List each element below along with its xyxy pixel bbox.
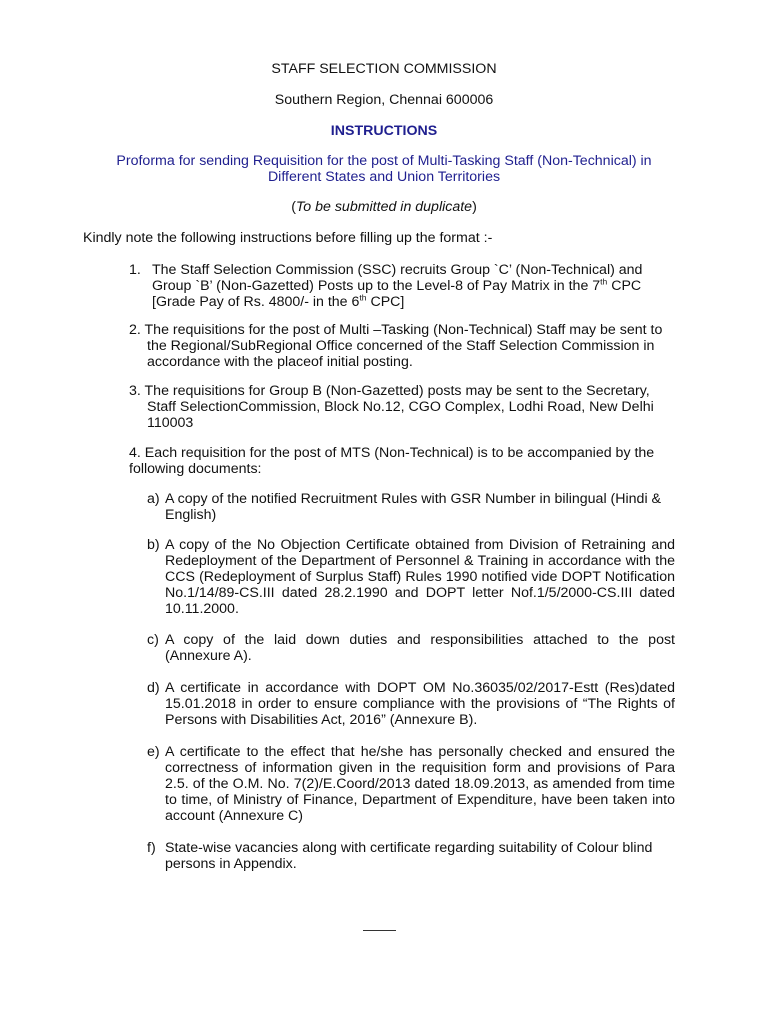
duplicate-note [0,199,768,215]
note-open: ( [291,199,296,215]
item-1-line-2a: Group `B’ (Non-Gazetted) Posts up to the Level-8 of Pay Matrix in the 7 [152,278,601,294]
note-italic: To be submitted in duplicate [295,199,473,215]
org-name: STAFF SELECTION COMMISSION [271,61,497,77]
instructions-heading: INSTRUCTIONS [330,123,438,139]
superscript-th: th [600,276,608,287]
doc-c-line-2: (Annexure A). [165,648,252,664]
item-4-line-1: 4. Each requisition for the post of MTS (Non-Technical) is to be accompanied by the [129,445,655,461]
doc-b-label: b) [147,537,160,553]
item-2-line-1: 2. The requisitions for the post of Multi –Tasking (Non-Technical) Staff may be sent to [129,322,663,338]
doc-d-line-3: Persons with Disabilities Act, 2016” (Annexure B). [165,712,478,728]
doc-f-line-2: persons in Appendix. [165,856,297,872]
item-2-line-3: accordance with the placeof initial posting. [147,354,413,370]
doc-e-line-4: to time, of Ministry of Finance, Department of Expenditure, have been taken into [165,792,675,808]
item-4-line-2: following documents: [129,461,262,477]
item-1-line-2 [152,278,641,294]
item-1-line-3b: CPC] [366,294,405,310]
doc-b-line-5: 10.11.2000. [165,601,239,617]
superscript-th: th [359,292,367,303]
note-close: ) [472,199,477,215]
item-1-line-3a: [Grade Pay of Rs. 4800/- in the 6 [152,294,360,310]
doc-e-line-2: correctness of information given in the requisition form and provisions of Para [165,760,675,776]
item-2-line-2: the Regional/SubRegional Office concerned of the Staff Selection Commission in [147,338,655,354]
doc-e-line-5: account (Annexure C) [165,808,304,824]
doc-f-line-1: State-wise vacancies along with certificate regarding suitability of Colour blind [165,840,653,856]
item-1-line-1: The Staff Selection Commission (SSC) recruits Group `C’ (Non-Technical) and [152,262,643,278]
item-3-line-2: Staff SelectionCommission, Block No.12, CGO Complex, Lodhi Road, New Delhi [147,399,654,415]
doc-d-label: d) [147,680,160,696]
item-1-line-2b: CPC [607,278,642,294]
item-1-line-3 [152,294,404,310]
region-address: Southern Region, Chennai 600006 [274,92,494,108]
doc-b-line-3: CCS (Redeployment of Surplus Staff) Rules 1990 notified vide DOPT Notification [165,569,675,585]
doc-c-line-1: A copy of the laid down duties and responsibilities attached to the post [165,632,675,648]
item-3-line-1: 3. The requisitions for Group B (Non-Gazetted) posts may be sent to the Secretary, [129,383,650,399]
doc-b-line-4: No.1/14/89-CS.III dated 28.2.1990 and DOPT letter Nof.1/5/2000-CS.III dated [165,585,675,601]
subtitle-line-2: Different States and Union Territories [267,169,501,185]
doc-f-label: f) [147,840,156,856]
doc-c-label: c) [147,632,159,648]
doc-b-line-1: A copy of the No Objection Certificate obtained from Division of Retraining and [165,537,675,553]
closing-rule [363,930,396,931]
doc-e-line-3: 2.5. of the O.M. No. 7(2)/E.Coord/2013 dated 18.09.2013, as amended from time [165,776,675,792]
doc-a-line-1: A copy of the notified Recruitment Rules with GSR Number in bilingual (Hindi & [165,491,662,507]
subtitle-line-1: Proforma for sending Requisition for the post of Multi-Tasking Staff (Non-Technical) in [116,153,652,169]
doc-b-line-2: Redeployment of the Department of Personnel & Training in accordance with the [165,553,675,569]
item-1-number: 1. [129,262,141,278]
intro-text: Kindly note the following instructions before filling up the format :- [83,230,493,246]
doc-a-line-2: English) [165,507,217,523]
doc-d-line-2: 15.01.2018 in order to ensure compliance with the provisions of “The Rights of [165,696,675,712]
doc-d-line-1: A certificate in accordance with DOPT OM No.36035/02/2017-Estt (Res)dated [165,680,675,696]
doc-a-label: a) [147,491,160,507]
doc-e-line-1: A certificate to the effect that he/she has personally checked and ensured the [165,744,675,760]
doc-e-label: e) [147,744,160,760]
item-3-line-3: 110003 [147,415,194,431]
